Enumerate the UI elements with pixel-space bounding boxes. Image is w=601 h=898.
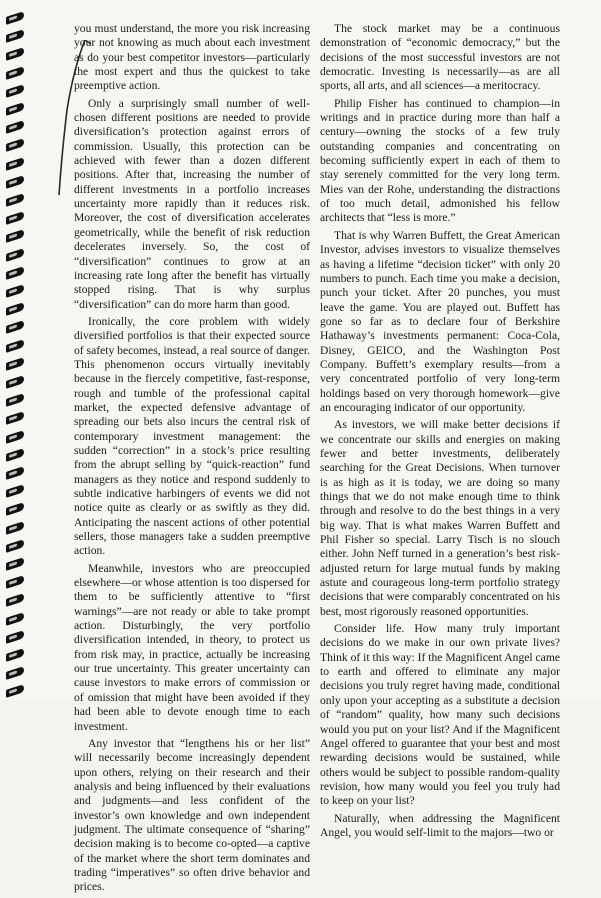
binding-ring <box>6 557 24 571</box>
binding-ring <box>6 411 24 425</box>
binding-ring <box>6 539 24 553</box>
paragraph: Only a surprisingly small number of well-chosen different positions are needed to provide diversification’s protection against errors of commission. Usually, this protection can be achieved with fewer than a dozen different positions. After that, increasing the number of different investments in a portfolio increases uncertainty more rapidly than it reduces risk. Moreover, the cost of diversification accelerates geometrically, while the benefit of risk reduction decelerates inversely. So, the cost of “diversification” continues to grow at an increasing rate long after the benefit has virtually stopped rising. That is why surplus “diversification” can do more harm than good. <box>74 96 310 311</box>
paragraph: Any investor that “lengthens his or her list” will necessarily become increasingly dependent upon others, relying on their research and their analysis and being influenced by their evaluations and judgments—and less confident of the investor’s own knowledge and own independent judgment. The ultimate consequence of “sharing” decision making is to become co-opted—a captive of the market where the short term dominates and trading “imperatives” so often drive behavior and prices. <box>74 736 310 894</box>
binding-ring <box>6 320 24 334</box>
binding-ring <box>6 157 24 171</box>
binding-ring <box>6 466 24 480</box>
binding-ring <box>6 66 24 80</box>
binding-ring <box>6 502 24 516</box>
binding-ring <box>6 357 24 371</box>
binding-ring <box>6 120 24 134</box>
binding-ring <box>6 29 24 43</box>
binding-ring <box>6 393 24 407</box>
binding-ring <box>6 521 24 535</box>
paragraph: you must understand, the more you risk increasing your not knowing as much about each investment as do your best competitor investors—particularly the most expert and thus the quickest to take preemptive action. <box>74 22 310 93</box>
paragraph: As investors, we will make better decisions if we concentrate our skills and energies on making fewer and better investments, deliberately searching for the Great Decisions. When turnover is as high as it is today, we are doing so many things that we do not make enough time to think through and resolve to do the best things in a very big way. That is what makes Warren Buffett and Phil Fisher so special. Larry Tisch is no slouch either. John Neff turned in a generation’s best risk-adjusted return for large mutual funds by making astute and courageous long-term portfolio strategy decisions that were comparably concentrated on his best, most rigorously reasoned opportunities. <box>320 418 560 618</box>
binding-ring <box>6 211 24 225</box>
binding-ring <box>6 229 24 243</box>
spiral-binding <box>0 0 34 700</box>
binding-ring <box>6 575 24 589</box>
binding-ring <box>6 138 24 152</box>
binding-ring <box>6 284 24 298</box>
binding-ring <box>6 102 24 116</box>
binding-ring <box>6 47 24 61</box>
binding-ring <box>6 175 24 189</box>
binding-ring <box>6 448 24 462</box>
binding-ring <box>6 11 24 25</box>
binding-ring <box>6 484 24 498</box>
paragraph: Ironically, the core problem with widely diversified portfolios is that their expected source of safety becomes, instead, a real source of danger. This phenomenon occurs virtually inevitably because in the fiercely competitive, fast-response, rough and tumble of the professional capital market, the expected defensive advantage of spreading our bets also incurs the central risk of contemporary investment management: the sudden “correction” in a stock’s price resulting from the abrupt selling by “quick-reaction” fund managers as they notice and respond suddenly to subtle indicative harbingers of events we did not notice quite as clearly or as swiftly as they did. Anticipating the nascent actions of other potential sellers, those managers take a sudden preemptive action. <box>74 314 310 558</box>
binding-ring <box>6 266 24 280</box>
paragraph: Philip Fisher has continued to champion—in writings and in practice during more than half a century—owning the stocks of a few truly outstanding companies and concentrating on becoming sufficiently expert in each of them to stay serenely committed for the very long term. Mies van der Rohe, understanding the distractions of too much detail, admonished his fellow architects that “less is more.” <box>320 96 560 225</box>
binding-ring <box>6 612 24 626</box>
binding-ring <box>6 648 24 662</box>
binding-ring <box>6 193 24 207</box>
binding-ring <box>6 302 24 316</box>
paragraph: Consider life. How many truly important decisions do we make in our own private lives? Think of it this way: If the Magnificent Angel came to earth and offered to eliminate any major decisions you truly regret having made, conditional only upon your accepting as a substitute a decision of “random” quality, how many such decisions would you put on your list? And if the Magnificent Angel offered to guarantee that your best and most rewarding decisions would be sustained, while others would be subject to possible random-quality revision, how many would you feel you truly had to keep on your list? <box>320 622 560 808</box>
paragraph: That is why Warren Buffett, the Great American Investor, advises investors to visualize themselves as having a lifetime “decision ticket” with only 20 numbers to punch. Each time you make a decision, punch your ticket. After 20 punches, you must leave the game. You are played out. Buffett has gone so far as to declare four of Berkshire Hathaway’s investments permanent: Coca-Cola, Disney, GEICO, and the Washington Post Company. Buffett’s exemplary results—from a very concentrated portfolio of very long-term holdings based on very thorough homework—give an encouraging indicator of our opportunity. <box>320 228 560 414</box>
binding-ring <box>6 630 24 644</box>
binding-ring <box>6 375 24 389</box>
binding-ring <box>6 430 24 444</box>
paragraph: Meanwhile, investors who are preoccupied elsewhere—or whose attention is too dispersed for them to be sufficiently attentive to “first warnings”—are not ready or able to take prompt action. Disturbingly, the very portfolio diversification intended, in theory, to protect us from risk may, in practice, actually be increasing our true uncertainty. This greater uncertainty can cause investors to make errors of commission or of omission that might have been avoided if they had been able to devote enough time to each investment. <box>74 561 310 733</box>
right-text-column <box>320 22 560 843</box>
paragraph: The stock market may be a continuous demonstration of “economic democracy,” but the decisions of the most successful investors are not democratic. Investing is necessarily—as are all sports, all arts, and all sciences—a meritocracy. <box>320 22 560 93</box>
binding-ring <box>6 248 24 262</box>
paragraph: Naturally, when addressing the Magnificent Angel, you would self-limit to the majors—two or <box>320 811 560 839</box>
binding-ring <box>6 666 24 680</box>
binding-ring <box>6 684 24 698</box>
binding-ring <box>6 84 24 98</box>
binding-ring <box>6 339 24 353</box>
left-text-column <box>74 22 310 898</box>
binding-ring <box>6 593 24 607</box>
